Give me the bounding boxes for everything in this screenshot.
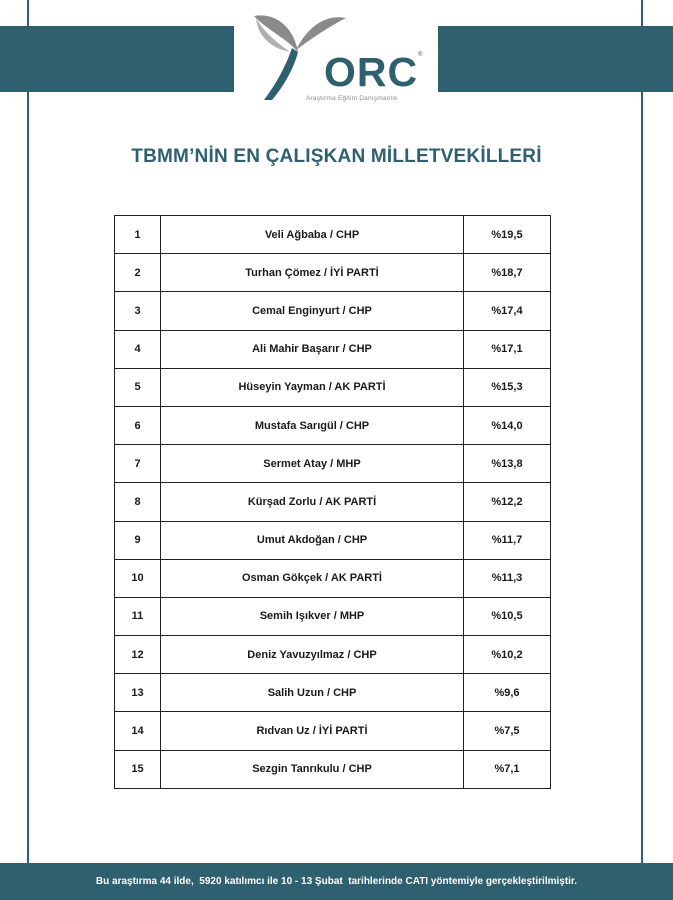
percent-cell: %7,1: [464, 750, 551, 788]
percent-cell: %10,5: [464, 597, 551, 635]
table-row: [115, 254, 551, 292]
rank-cell: 10: [115, 559, 161, 597]
percent-cell: %11,3: [464, 559, 551, 597]
deputy-name-cell: Semih Işıkver / MHP: [161, 597, 464, 635]
orc-tagline: Araştırma Eğitim Danışmanlık: [306, 95, 398, 102]
percent-cell: %13,8: [464, 445, 551, 483]
deputy-name-cell: Kürşad Zorlu / AK PARTİ: [161, 483, 464, 521]
rank-cell: 13: [115, 674, 161, 712]
percent-cell: %17,1: [464, 330, 551, 368]
orc-wordmark: ORC: [324, 49, 419, 95]
rank-cell: 12: [115, 636, 161, 674]
rank-cell: 5: [115, 368, 161, 406]
left-frame-line: [27, 0, 29, 900]
registered-mark: ®: [418, 52, 423, 58]
rank-cell: 3: [115, 292, 161, 330]
rank-cell: 4: [115, 330, 161, 368]
table-row: [115, 521, 551, 559]
rank-cell: 7: [115, 445, 161, 483]
rank-cell: 11: [115, 597, 161, 635]
table-row: [115, 445, 551, 483]
percent-cell: %9,6: [464, 674, 551, 712]
deputy-name-cell: Osman Gökçek / AK PARTİ: [161, 559, 464, 597]
percent-cell: %17,4: [464, 292, 551, 330]
deputy-name-cell: Veli Ağbaba / CHP: [161, 216, 464, 254]
percent-cell: %11,7: [464, 521, 551, 559]
table-row: [115, 406, 551, 444]
deputy-name-cell: Sezgin Tanrıkulu / CHP: [161, 750, 464, 788]
percent-cell: %19,5: [464, 216, 551, 254]
percent-cell: %7,5: [464, 712, 551, 750]
table-row: [115, 559, 551, 597]
percent-cell: %10,2: [464, 636, 551, 674]
deputy-name-cell: Salih Uzun / CHP: [161, 674, 464, 712]
rank-cell: 15: [115, 750, 161, 788]
deputy-name-cell: Sermet Atay / MHP: [161, 445, 464, 483]
table-row: [115, 292, 551, 330]
percent-cell: %14,0: [464, 406, 551, 444]
table-row: [115, 216, 551, 254]
table-row: [115, 330, 551, 368]
right-frame-line: [641, 0, 643, 900]
percent-cell: %18,7: [464, 254, 551, 292]
percent-cell: %12,2: [464, 483, 551, 521]
table-row: [115, 368, 551, 406]
header-band-left: [0, 26, 234, 92]
deputy-name-cell: Hüseyin Yayman / AK PARTİ: [161, 368, 464, 406]
deputy-name-cell: Ali Mahir Başarır / CHP: [161, 330, 464, 368]
deputy-name-cell: Rıdvan Uz / İYİ PARTİ: [161, 712, 464, 750]
page-title: TBMM’NİN EN ÇALIŞKAN MİLLETVEKİLLERİ: [131, 146, 542, 167]
footer-note: Bu araştırma 44 ilde, 5920 katılımcı ile 10 - 13 Şubat tarihlerinde CATI yöntemiyle gerçekleştirilmiştir.: [0, 863, 673, 900]
table-row: [115, 597, 551, 635]
deputy-name-cell: Cemal Enginyurt / CHP: [161, 292, 464, 330]
rank-cell: 6: [115, 406, 161, 444]
table-row: [115, 750, 551, 788]
rank-cell: 14: [115, 712, 161, 750]
deputy-name-cell: Umut Akdoğan / CHP: [161, 521, 464, 559]
orc-logo: [246, 8, 434, 108]
rank-cell: 2: [115, 254, 161, 292]
ranking-table: [114, 215, 551, 789]
table-row: [115, 483, 551, 521]
rank-cell: 8: [115, 483, 161, 521]
percent-cell: %15,3: [464, 368, 551, 406]
table-row: [115, 712, 551, 750]
rank-cell: 9: [115, 521, 161, 559]
deputy-name-cell: Mustafa Sarıgül / CHP: [161, 406, 464, 444]
deputy-name-cell: Turhan Çömez / İYİ PARTİ: [161, 254, 464, 292]
table-row: [115, 636, 551, 674]
table-row: [115, 674, 551, 712]
header-band-right: [438, 26, 673, 92]
deputy-name-cell: Deniz Yavuzyılmaz / CHP: [161, 636, 464, 674]
rank-cell: 1: [115, 216, 161, 254]
